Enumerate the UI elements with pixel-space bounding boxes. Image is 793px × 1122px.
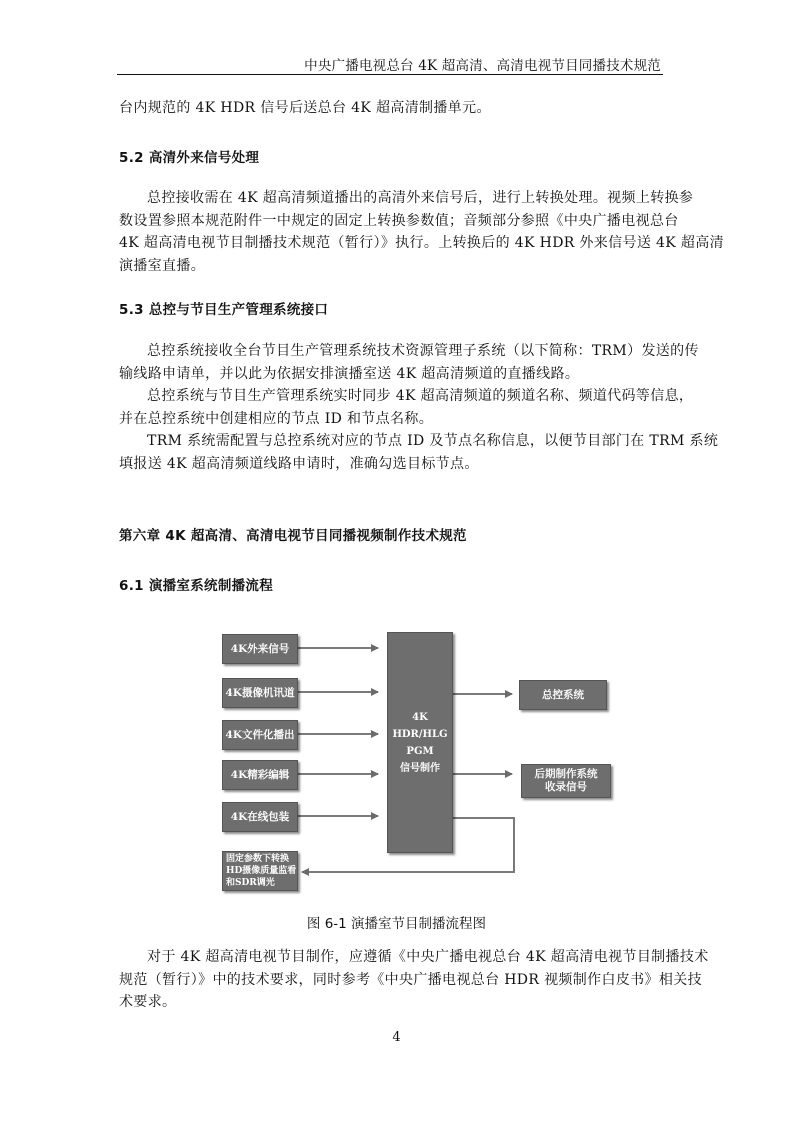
heading-chapter-6: 第六章 4K 超高清、高清电视节目同播视频制作技术规范 xyxy=(119,528,467,544)
pgm-signal-box xyxy=(387,632,453,853)
post-line-1: 后期制作系统 xyxy=(534,768,598,780)
pgm-line-1: 4K xyxy=(412,711,428,723)
downconvert-box xyxy=(222,851,298,891)
header-title: 中央广播电视总台 4K 超高清、高清电视节目同播技术规范 xyxy=(304,58,661,74)
downconvert-line-3: 和SDR调光 xyxy=(226,878,275,888)
input-box-3: 4K文件化播出 xyxy=(222,720,298,750)
input-box-5: 4K在线包装 xyxy=(222,802,298,832)
heading-5-3: 5.3 总控与节目生产管理系统接口 xyxy=(119,302,329,318)
figure-caption: 图 6-1 演播室节目制播流程图 xyxy=(306,916,487,932)
para-5-3-line-2: 输线路申请单，并以此为依据安排演播室送 4K 超高清频道的直播线路。 xyxy=(119,365,580,382)
input-box-2: 4K摄像机讯道 xyxy=(222,678,298,708)
pgm-line-4: 信号制作 xyxy=(400,762,440,774)
para-5-2-line-1: 总控接收需在 4K 超高清频道播出的高清外来信号后，进行上转换处理。视频上转换参 xyxy=(147,190,694,206)
para-5-2-line-2: 数设置参照本规范附件一中规定的固定上转换参数值；音频部分参照《中央广播电视总台 xyxy=(119,212,679,229)
output-box-master-control: 总控系统 xyxy=(519,680,607,710)
flow-diagram xyxy=(216,626,612,891)
pgm-line-3: PGM xyxy=(406,745,434,757)
para-5-2-line-4: 演播室直播。 xyxy=(119,257,206,274)
downconvert-line-2: HD摄像质量监看 xyxy=(226,866,297,876)
output-box-post-production xyxy=(521,764,611,798)
para-5-3-line-5: TRM 系统需配置与总控系统对应的节点 ID 及节点名称信息，以便节目部门在 TRM 系统 xyxy=(147,433,719,449)
closing-line-2: 规范（暂行）》中的技术要求，同时参考《中央广播电视总台 HDR 视频制作白皮书》相关技 xyxy=(119,971,702,988)
intro-line: 台内规范的 4K HDR 信号后送总台 4K 超高清制播单元。 xyxy=(119,100,491,116)
heading-6-1: 6.1 演播室系统制播流程 xyxy=(119,578,274,594)
para-5-2-line-3: 4K 超高清电视节目制播技术规范（暂行）》执行。上转换后的 4K HDR 外来信号送 4K 超高清 xyxy=(119,235,724,251)
para-5-3-line-6: 填报送 4K 超高清频道线路申请时，准确勾选目标节点。 xyxy=(119,455,479,472)
page-number: 4 xyxy=(392,1030,401,1045)
header-rule xyxy=(117,74,663,75)
pgm-line-2: HDR/HLG xyxy=(392,728,448,740)
closing-line-3: 术要求。 xyxy=(119,994,177,1010)
para-5-3-line-3: 总控系统与节目生产管理系统实时同步 4K 超高清频道的频道名称、频道代码等信息， xyxy=(147,388,694,404)
para-5-3-line-1: 总控系统接收全台节目生产管理系统技术资源管理子系统（以下简称：TRM）发送的传 xyxy=(147,343,699,359)
post-line-2: 收录信号 xyxy=(545,781,587,793)
input-box-4: 4K精彩编辑 xyxy=(222,760,298,790)
input-box-1: 4K外来信号 xyxy=(222,634,298,664)
downconvert-line-1: 固定参数下转换 xyxy=(226,854,290,864)
para-5-3-line-4: 并在总控系统中创建相应的节点 ID 和节点名称。 xyxy=(119,410,434,427)
closing-line-1: 对于 4K 超高清电视节目制作，应遵循《中央广播电视总台 4K 超高清电视节目制播技术 xyxy=(147,949,709,965)
heading-5-2: 5.2 高清外来信号处理 xyxy=(119,150,260,166)
